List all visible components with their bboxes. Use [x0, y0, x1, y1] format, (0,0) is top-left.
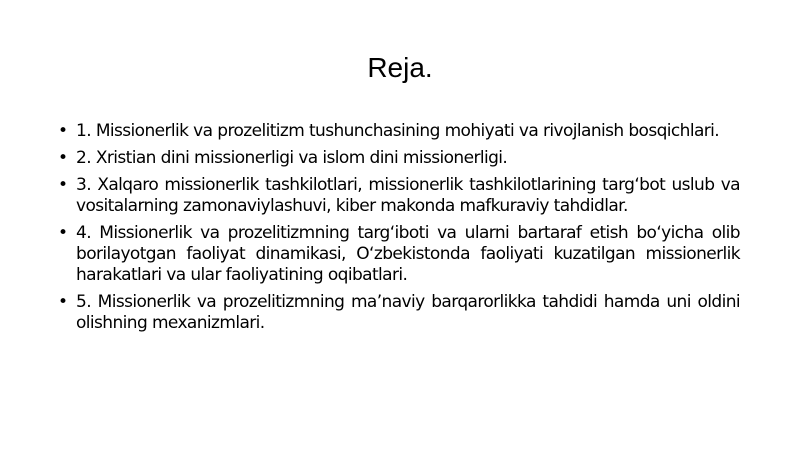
list-item-text: 3. Xalqaro missionerlik tashkilotlari, missionerlik tashkilotlarining targ‘bot uslub va vositalarning zamonaviylashuvi, kiber makonda mafkuraviy tahdidlar.	[76, 175, 740, 216]
list-item	[58, 175, 740, 217]
list-item-text: 1. Missionerlik va prozelitizm tushunchasining mohiyati va rivojlanish bosqichlari.	[76, 121, 720, 141]
list-item	[58, 121, 740, 142]
bullet-icon: •	[58, 121, 68, 141]
slide-title: Reja.	[367, 52, 433, 83]
list-item	[58, 292, 740, 334]
list-item	[58, 223, 740, 286]
list-item	[58, 148, 740, 169]
list-item-text: 4. Missionerlik va prozelitizmning targ‘iboti va ularni bartaraf etish bo‘yicha olib borilayotgan faoliyat dinamikasi, O‘zbekistonda faoliyati kuzatilgan missionerlik harakatlari va ular faoliyatining oqibatlari.	[76, 223, 740, 285]
bullet-icon: •	[58, 292, 68, 312]
list-item-text: 5. Missionerlik va prozelitizmning ma’naviy barqarorlikka tahdidi hamda uni oldini olishning mexanizmlari.	[76, 292, 740, 333]
bullet-icon: •	[58, 175, 68, 195]
list-item-text: 2. Xristian dini missionerligi va islom dini missionerligi.	[76, 148, 508, 168]
bullet-icon: •	[58, 223, 68, 243]
bullet-icon: •	[58, 148, 68, 168]
bullet-list	[58, 121, 740, 340]
